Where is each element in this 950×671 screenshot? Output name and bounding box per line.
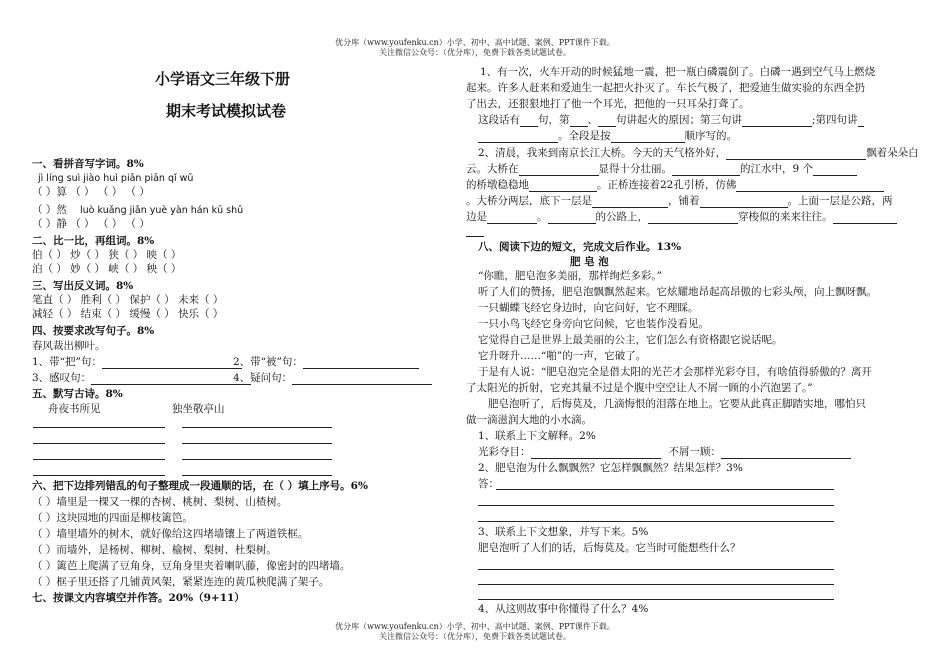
blank[interactable] [520,115,538,127]
answer-line[interactable] [478,569,834,570]
source-sentence: 春风裁出柳叶。 [32,340,106,352]
rewrite-question [233,372,432,385]
blank[interactable] [487,212,537,224]
question-3-sub: 肥皂泡听了人们的话，后悔莫及。它当时可能想些什么？ [478,542,741,554]
q-text: 的江水中，9 个 [740,163,814,175]
q-text: 。 [537,211,548,223]
poem-1-line-2[interactable] [33,443,165,444]
poem-1-title: 舟夜书所见 [48,403,101,415]
order-item: （ ）这块园地的四面是柳枝篱笆。 [32,512,193,524]
order-item: （ ）墙里墙外的树木，就好像给这四堵墙镶上了两道铁框。 [32,528,309,540]
poem-2-title: 独坐敬亭山 [172,403,225,415]
rewrite-ba-blank[interactable] [102,357,242,369]
section-1-heading: 一、看拼音写字词。8% [32,158,144,170]
blank[interactable] [721,447,851,459]
page-footer [0,622,950,642]
q-text: 光彩夺目： [478,446,531,458]
pinyin-row-2: luò kuǎng jiǎn yuè yàn hán kū shǔ [80,205,244,216]
question-3: 3、联系上下文想象，并写下来。5% [478,526,649,538]
rewrite-ba-sentence [32,356,242,369]
rewrite-question-blank[interactable] [292,373,432,385]
q-text: 的公路上， [595,211,648,223]
page-header [0,38,950,58]
passage-2-tail-blank[interactable] [466,236,484,237]
rewrite-bei-blank[interactable] [303,357,419,369]
footer-line-1: 优分库（www.youfenku.cn）小学、初中、高中试题、案例、PPT课件下载。 [335,622,615,631]
blank[interactable] [726,148,866,160]
q-text: 。上面一层是公路，两 [787,195,893,207]
section-3-heading: 三、写出反义词。8% [32,280,134,292]
story-line: 它觉得自己是世界上最美丽的公主，它们怎么有资格跟它说话呢。 [478,334,783,346]
blank[interactable] [570,115,588,127]
q-text: 这段话有 [478,114,520,126]
poem-2-line-3[interactable] [182,459,332,460]
passage-2-line-4 [466,195,893,208]
poem-1-line-4[interactable] [33,475,165,476]
poem-1-line-1[interactable] [33,427,165,428]
rewrite-bei-sentence [233,356,419,369]
blank[interactable] [736,180,884,192]
passage-2-line-5 [466,211,897,224]
poem-1-line-3[interactable] [33,459,165,460]
q-text: ，铺着 [668,195,700,207]
q-text: 。大桥分两层，底下一层是 [466,195,592,207]
blank[interactable] [478,131,558,143]
story-line: 了太阳光的折射，它充其量不过是个腹中空空让人不屑一顾的小汽泡罢了。” [466,382,813,394]
story-line: 做一滴滋润大地的小水滴。 [466,414,592,426]
passage-1-line: 起来。许多人赶来和爱迪生一起把火扑灭了。车长气极了，把爱迪生做实验的东西全扔 [466,82,865,94]
q-text: 不屑一顾： [668,446,721,458]
answer-row-2-start: （ ）然 [32,204,67,216]
exam-title-line-2: 期末考试模拟试卷 [166,102,287,120]
header-line-1: 优分库（www.youfenku.cn）小学、初中、高中试题、案例、PPT课件下载。 [335,38,615,47]
story-line: 一只蝴蝶飞经它身边时，向它问好，它不理睬。 [478,302,699,314]
blank[interactable] [592,196,668,208]
passage-1-line: 1、有一次，火车开动的时候猛地一震，把一瓶白磷震倒了。白磷一遇到空气马上燃烧 [480,66,876,78]
story-title: 肥 皂 泡 [570,256,609,268]
poem-2-line-1[interactable] [182,427,332,428]
passage-2-line-3 [466,179,884,192]
question-1-answers [478,446,851,459]
passage-1-question-2 [478,130,737,143]
q-text: 。全段是按 [558,130,611,142]
blank[interactable] [598,115,616,127]
answer-line[interactable] [478,505,834,506]
rewrite-ba-label: 1、带“把”句： [32,356,102,368]
story-line: 一只小鸟飞经它身旁向它问候，它也装作没看见。 [478,318,709,330]
passage-1-question-1 [478,114,864,127]
blank[interactable] [742,115,812,127]
q-text: 边是 [466,211,487,223]
story-line: 肥皂泡听了，后悔莫及，几滴悔恨的泪落在地上。它要从此真正脚踏实地，哪怕只 [488,398,866,410]
q-text: 的桥墩稳稳地 [466,179,529,191]
section-8-heading: 八、阅读下边的短文，完成文后作业。13% [478,241,682,253]
q-text: 、 [587,114,598,126]
q-text: 2、清晨，我来到南京长江大桥。今天的天气格外好， [478,147,727,159]
answer-line[interactable] [478,584,834,585]
compare-row-1: 伯（ ） 炒（ ） 狭（ ） 映（ ） [32,249,182,261]
blank[interactable] [519,164,599,176]
rewrite-exclamation [32,372,251,385]
answer-line[interactable] [496,489,834,490]
blank[interactable] [648,212,738,224]
order-item: （ ）而墙外，是杨树、柳树、榆树、梨树、杜梨树。 [32,544,277,556]
question-1: 1、联系上下文解释。2% [478,430,596,442]
answer-line[interactable] [478,599,834,600]
question-2: 2、肥皂泡为什么飘飘然？它怎样飘飘然？结果怎样？3% [478,462,743,474]
q-text: 穿梭似的来来往往。 [738,211,833,223]
section-6-heading: 六、把下边排列错乱的句子整理成一段通顺的话，在（ ）填上序号。6% [32,480,368,492]
passage-2-line-2 [466,163,857,176]
compare-row-2: 泊（ ） 妙（ ） 峡（ ） 秧（ ） [32,263,182,275]
blank[interactable] [700,196,788,208]
section-4-heading: 四、按要求改写句子。8% [32,325,155,337]
answer-row-3: （ ）静 （ ） （ ） （ ） [32,218,150,230]
q-text: 显得十分壮丽。 [598,163,672,175]
q-text: 句，第 [538,114,570,126]
q-text: 顺序写的。 [684,130,737,142]
rewrite-question-label: 4、疑问句： [233,372,293,384]
answer-line[interactable] [478,521,834,522]
antonym-row-1: 笔直（ ） 胜利（ ） 保护（ ） 未来（ ） [32,294,224,306]
blank[interactable] [529,180,597,192]
section-5-heading: 五、默写古诗。8% [32,388,123,400]
blank[interactable] [858,115,864,127]
story-line: 听了人们的赞扬，肥皂泡飘飘然起来。它炫耀地昂起高昂傲的七彩头颅，向上飘呀飘。 [478,286,877,298]
order-item: （ ）墙里是一棵又一棵的杏树、桃树、梨树、山楂树。 [32,496,288,508]
pinyin-row-1: jì líng suì jiào huì piān piān qǐ wǔ [38,173,194,184]
blank[interactable] [611,131,685,143]
header-line-2: 关注微信公众号：（优分库），免费下载各类试题试卷。 [379,48,571,57]
section-2-heading: 二、比一比，再组词。8% [32,235,155,247]
poem-2-line-4[interactable] [182,475,332,476]
story-line: 于是有人说：“肥皂泡完全是借太阳的光芒才会那样光彩夺目，有啥值得骄傲的？离开 [478,366,872,378]
rewrite-bei-label: 2、带“被”句： [233,356,303,368]
blank[interactable] [548,212,596,224]
q-text: 。正桥连接着22孔引桥，仿佛 [597,179,737,191]
question-2-answer-label: 答： [478,478,499,490]
poem-2-line-2[interactable] [182,443,332,444]
blank[interactable] [813,164,857,176]
antonym-row-2: 减轻（ ） 结束（ ） 缓慢（ ） 快乐（ ） [32,308,224,320]
question-4: 4、从这则故事中你懂得了什么？4% [478,603,649,615]
order-item: （ ）框子里还搭了几铺黄风架，紧紧连连的黄瓜秧爬满了架子。 [32,576,330,588]
story-line: “你瞧，肥皂泡多美丽，那样绚烂多彩。” [478,270,662,282]
rewrite-exclamation-label: 3、感叹句： [32,372,92,384]
passage-2-line-1 [478,147,919,160]
blank[interactable] [833,212,897,224]
q-text: 飘着朵朵白 [866,147,919,159]
story-line: 它升呀升……“啪”的一声，它破了。 [478,350,647,362]
q-text: 云。大桥在 [466,163,519,175]
answer-row-1: （ ）算 （ ） （ ） （ ） [32,186,150,198]
passage-1-line: 了出去，还狠狠地打了他一个耳光，把他的一只耳朵打聋了。 [466,98,750,110]
order-item: （ ）篱芭上爬满了豆角身，豆角身里夹着喇叭藤，像密封的四堵墙。 [32,560,351,572]
exam-title-line-1: 小学语文三年级下册 [155,70,291,88]
rewrite-exclamation-blank[interactable] [91,373,251,385]
q-text: ;第四句讲 [812,114,858,126]
q-text: 句讲起火的原因；第三句讲 [616,114,742,126]
section-7-heading: 七、按课文内容填空并作答。20%（9+11） [32,592,245,604]
blank[interactable] [531,447,661,459]
footer-line-2: 关注微信公众号：（优分库），免费下载各类试题试卷。 [379,632,571,641]
blank[interactable] [672,164,740,176]
